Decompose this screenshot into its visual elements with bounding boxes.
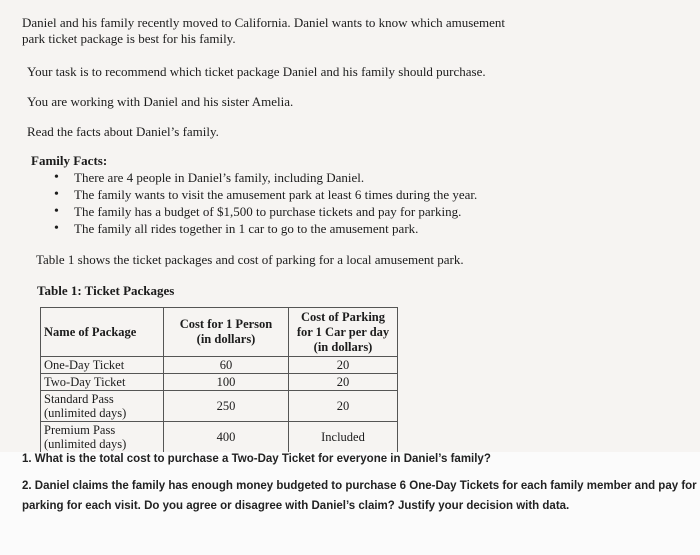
- question-1: 1. What is the total cost to purchase a Two-Day Ticket for everyone in Daniel’s family?: [22, 453, 491, 465]
- parking-cell: 20: [289, 357, 398, 374]
- header-cost-per-person: Cost for 1 Person (in dollars): [164, 308, 289, 357]
- cost-cell: 60: [164, 357, 289, 374]
- cost-cell: 400: [164, 422, 289, 453]
- parking-cell: Included: [289, 422, 398, 453]
- fact-item: • The family has a budget of $1,500 to purchase tickets and pay for parking.: [54, 204, 462, 219]
- intro-line-2: park ticket package is best for his family.: [22, 31, 236, 46]
- table-intro-paragraph: Table 1 shows the ticket packages and cost of parking for a local amusement park.: [36, 252, 464, 267]
- table-row: [41, 374, 398, 391]
- bullet-icon: •: [54, 187, 59, 202]
- question-2: 2. Daniel claims the family has enough money budgeted to purchase 6 One-Day Tickets for each family member and pay for parking for each visit. Do you agree or disagree with Daniel’s claim? Justify your decision with data.: [22, 480, 697, 512]
- package-name-cell: Standard Pass (unlimited days): [41, 391, 164, 422]
- package-name-cell: Premium Pass (unlimited days): [41, 422, 164, 453]
- bullet-icon: •: [54, 170, 59, 185]
- parking-cell: 20: [289, 374, 398, 391]
- fact-item: • The family wants to visit the amusement park at least 6 times during the year.: [54, 187, 478, 202]
- bullet-icon: •: [54, 204, 59, 219]
- fact-item: • The family all rides together in 1 car to go to the amusement park.: [54, 221, 419, 236]
- bullet-icon: •: [54, 221, 59, 236]
- intro-paragraph: [22, 15, 505, 47]
- intro-line-1: Daniel and his family recently moved to California. Daniel wants to know which amusement: [22, 15, 506, 30]
- header-parking-cost: Cost of Parking for 1 Car per day (in dollars): [289, 308, 398, 357]
- family-facts-list: [52, 169, 477, 237]
- package-name-cell: One-Day Ticket: [41, 357, 164, 374]
- ticket-packages-table: [40, 307, 398, 453]
- table-header-row: [41, 308, 398, 357]
- cost-cell: 100: [164, 374, 289, 391]
- table-row: [41, 357, 398, 374]
- cost-cell: 250: [164, 391, 289, 422]
- task-paragraph: Your task is to recommend which ticket package Daniel and his family should purchase.: [27, 64, 486, 79]
- table-row: [41, 391, 398, 422]
- table-title: Table 1: Ticket Packages: [37, 283, 175, 298]
- fact-item: • There are 4 people in Daniel’s family, including Daniel.: [54, 170, 365, 185]
- family-facts-heading: Family Facts:: [31, 153, 108, 168]
- working-paragraph: You are working with Daniel and his sister Amelia.: [27, 94, 294, 109]
- package-name-cell: Two-Day Ticket: [41, 374, 164, 391]
- parking-cell: 20: [289, 391, 398, 422]
- header-package-name: Name of Package: [41, 308, 164, 357]
- read-paragraph: Read the facts about Daniel’s family.: [27, 124, 219, 139]
- table-row: [41, 422, 398, 453]
